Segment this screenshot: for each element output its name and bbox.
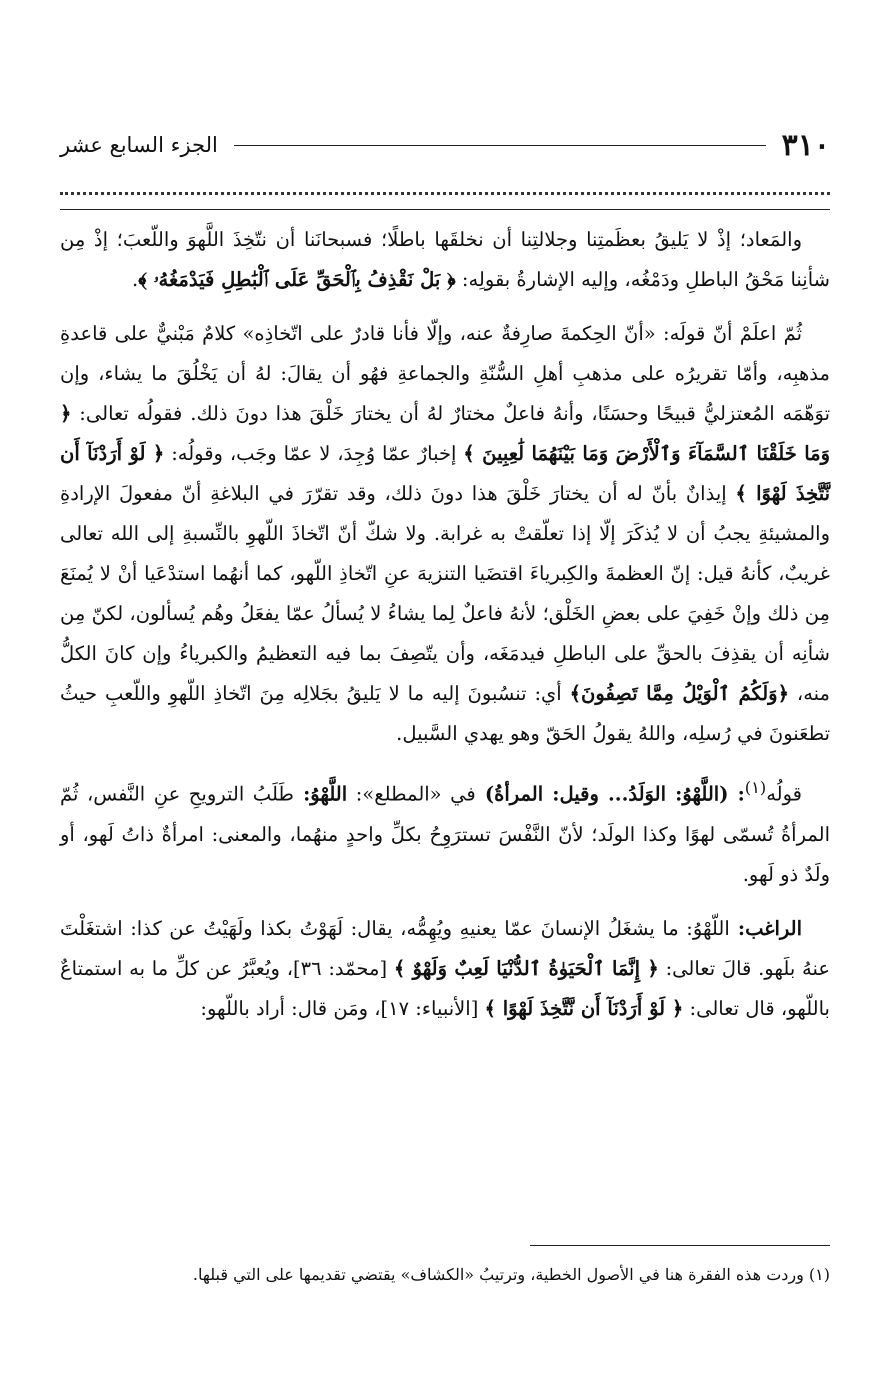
quran-verse: ﴿ لَوْ أَرَدْنَآ أَن نَّتَّخِذَ لَهْوًا ﴾ (484, 996, 684, 1020)
quran-verse: ﴿وَلَكُمُ ٱلْوَيْلُ مِمَّا تَصِفُونَ﴾ (569, 682, 789, 705)
text-run: طَلَبُ الترويحِ عنِ النَّفس، ثُمّ المرأةُ تُسمّى لهوًا وكذا الولَد؛ لأنّ النَّفْسَ تسترَوِحُ بكلِّ واحدٍ منهُما، والمعنى: امرأةٌ ذاتُ لَهو، أو ولَدٌ ذو لَهو. (60, 782, 830, 886)
paragraph (60, 768, 830, 895)
paragraph (60, 314, 830, 754)
quran-verse: ﴿ إِنَّمَا ٱلْحَيَوٰةُ ٱلدُّنْيَا لَعِبٌ وَلَهْوٌ ﴾ (393, 956, 659, 980)
text-run: [الأنبياء: ١٧]، ومَن قال: أراد باللّهو: (200, 996, 485, 1020)
text-run: في «المطلع»: (347, 782, 476, 806)
footnote-marker: (١) (744, 778, 767, 797)
paragraph (60, 220, 830, 300)
text-run: قولُه (766, 782, 802, 806)
text-run: والمَعاد؛ إذْ لا يَليقُ بعظَمتِنا وجلالتِنا أن نخلقَها باطلًا؛ فسبحانَنا أن نتّخِذَ اللَّهوَ واللّعبَ؛ إذْ مِن شأنِنا مَحْقُ الباطلِ ودَمْغُه، وإليه الإشارةُ بقولِه: (60, 228, 830, 291)
text-run: أي: تنسُبونَ إليه ما لا يَليقُ بجَلالِه مِنَ اتّخاذِ اللّهوِ واللّعبِ حيثُ تطعَنونَ في رُسلِه، واللهُ يقولُ الحَقّ وهو يهدي السَّبيل. (60, 682, 830, 745)
dotted-separator (60, 192, 830, 195)
text-run: اللّهْوُ: ما يشغَلُ الإنسانَ عمّا يعنيهِ ويُهِمُّه، يقال: لَهَوْتُ بكذا ولَهَيْتُ عن كذا: اشتغَلْتَ عنهُ بلَهو. قالَ تعالى: (60, 916, 830, 980)
page-number: ٣١٠ (781, 127, 830, 163)
solid-separator (60, 209, 830, 210)
text-run: . (132, 268, 139, 291)
bold-term: الراغب: (729, 916, 803, 940)
quran-verse: ﴿ بَلْ نَقْذِفُ بِٱلْحَقِّ عَلَى ٱلْبَٰطِلِ فَيَدْمَغُهُۥ ﴾ (138, 268, 456, 291)
text-run: إخبارٌ عمّا وُجِدَ، لا عمّا وجَب، وقولُه: (164, 442, 464, 465)
running-title: الجزء السابع عشر (60, 133, 218, 157)
footnote-rule (530, 1245, 830, 1246)
page-header (60, 120, 830, 170)
paragraph (60, 909, 830, 1029)
text-run: ثُمّ اعلَمْ أنّ قولَه: «أنّ الحِكمةَ صارِفةٌ عنه، وإلّا فأنا قادرٌ على اتّخاذِه» كلامٌ مَبْنيٌّ على قاعدةِ مذهبِه، وأمّا تقريرُه على مذهبِ أهلِ السُّنّةِ والجماعةِ فهُو أن يقالَ: لهُ أن يَخْلُقَ ما يشاء، وإن توَهّمَه المُعتزليُّ قبيحًا وحسَنًا، وأنهُ فاعلٌ مختارٌ لهُ أن يختارَ خَلْقَ هذا دونَ ذلك. فقولُه تعالى: (60, 322, 830, 425)
footnote: (١) وردت هذه الفقرة هنا في الأصول الخطية، وترتيبُ «الكشاف» يقتضي تقديمها على التي قبلها. (192, 1265, 830, 1284)
quran-verse: ﴿ وَمَا خَلَقْنَا ٱلسَّمَآءَ وَٱلْأَرْضَ وَمَا بَيْنَهُمَا لَٰعِبِينَ ﴾ (60, 402, 830, 465)
body-text (60, 220, 830, 1029)
header-rule (234, 145, 766, 146)
bold-term: اللَّهْوُ: (293, 782, 348, 806)
text-run: [محمّد: ٣٦]، ويُعبَّرُ عن كلِّ ما به استمتاعٌ باللّهو، قال تعالى: (60, 956, 830, 1020)
quran-verse: ﴿ لَوْ أَرَدْنَآ أَن نَّتَّخِذَ لَهْوًا ﴾ (60, 442, 831, 505)
book-page (60, 120, 831, 1284)
bold-term: : (اللَّهْوُ: الوَلَدُ... وقيل: المرأةُ) (475, 782, 745, 806)
text-run: إيذانٌ بأنّ له أن يختارَ خَلْقَ هذا دونَ ذلك، وقد تقرّرَ في البلاغةِ أنّ مفعولَ الإرادةِ والمشيئةِ يجبُ أن لا يُذكَرَ إلّا إذا تعلّقتْ به غرابة. ولا شكّ أنّ اتّخاذَ اللّهوِ بالنِّسبةِ إلى الله تعالى غريبٌ، كأنهُ قيل: إنّ العظمةَ والكِبرياءَ اقتضَيا التنزيهَ عنِ اتّخاذِ اللّهو، كما أنهُما استدْعَيا أنْ لا يُمنَعَ مِن ذلك وإنْ خَفِيَ على بعضِ الخَلْق؛ لأنهُ فاعلٌ لِما يشاءُ لا يُسألُ عمّا يفعَلُ وهُم يُسألون، لكنّ مِن شأنِه أن يقذِفَ بالحقِّ على الباطلِ فيدمَغَه، وأن يتّصِفَ بما فيه التعظيمُ والكبرياءُ وإن كانَ الكلُّ منه، (60, 482, 830, 705)
